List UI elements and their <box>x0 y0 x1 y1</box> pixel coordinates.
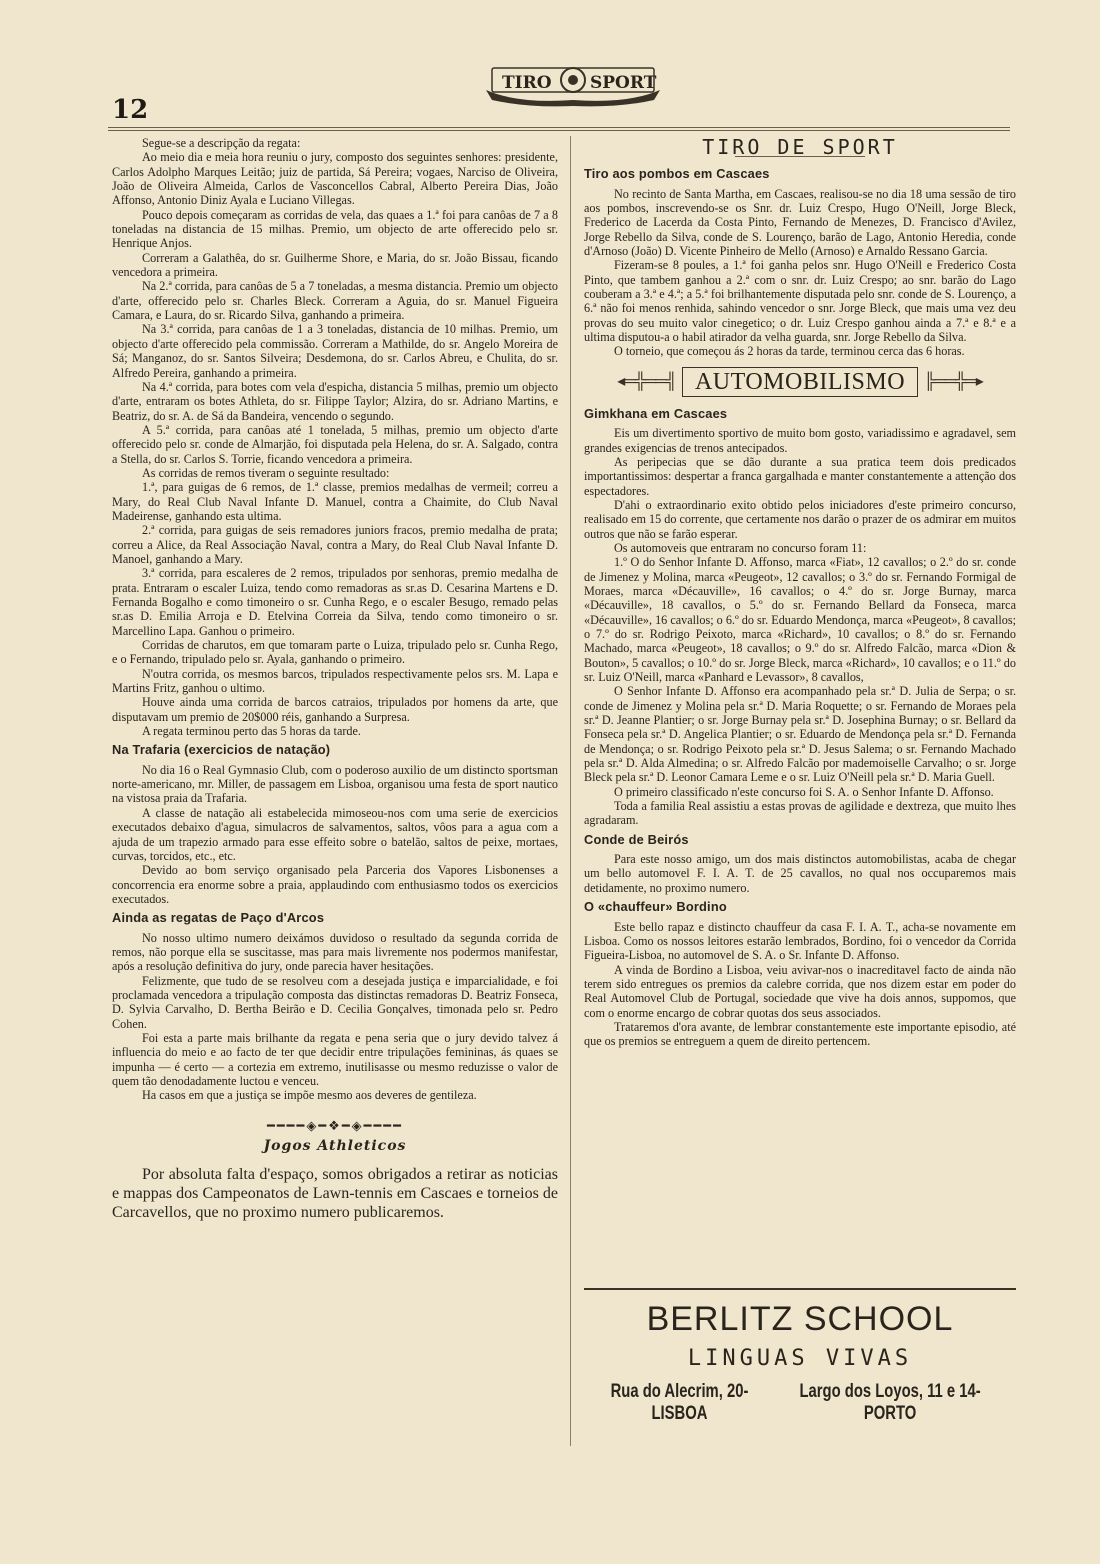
paragraph: No dia 16 o Real Gymnasio Club, com o poderoso auxilio de um distincto sportsman norte-americano, mr. Miller, de passagem em Lisboa, organisou uma festa de sport nautico na vistosa praia da Trafaria. <box>112 762 558 806</box>
paragraph: Correram a Galathêa, do sr. Guilherme Shore, e Maria, do sr. João Bissau, ficando vencedora a primeira. <box>112 250 558 280</box>
column-divider <box>570 136 571 1446</box>
ad-address-porto: Largo dos Loyos, 11 e 14-PORTO <box>799 1381 981 1424</box>
paragraph: Houve ainda uma corrida de barcos catraios, tripulados por homens da arte, que disputavam um premio de 20$000 réis, ganhando a Surpresa. <box>112 695 558 724</box>
paragraph: 1.ª, para guigas de 6 remos, de 1.ª classe, premios medalhas de vermeil; correu a Mary, do Real Club Naval Infante D. Manuel, contra a Chaimite, do Club Naval Madeirense, ganhando esta ultima. <box>112 480 558 523</box>
paragraph: Fizeram-se 8 poules, a 1.ª foi ganha pelos snr. Hugo O'Neill e Frederico Costa Pinto, que tambem ganhou a 2.ª com o snr. dr. Luiz Crespo; ao snr. barão do Lago couberam a 3.ª e 4.ª; a 5.ª foi brilhantemente disputada pelo snr. conde de S. Lourenço, a 6.ª não foi menos renhida, sahindo vencedor o snr. Jorge Bleck, que mais uma vez deu provas do seu muito valor cinegetico; o dr. Luiz Crespo ganhou ainda a 7.ª e 8.ª e a ultima disputou-a o habil atirador da velha guarda, snr. Jorge Rebello da Silva. <box>584 258 1016 345</box>
paragraph: A vinda de Bordino a Lisboa, veiu avivar-nos o inacreditavel facto de ainda não terem sido entregues os premios da calebre corrida, que nos dizem estar em poder do Real Automovel Club de Portugal, sociedade que vive ha dois annos, suppomos, que com o enorme encargo de cobrar quotas dos seus associados. <box>584 962 1016 1020</box>
ad-addresses <box>584 1381 1005 1425</box>
automobilismo-banner <box>584 367 1016 397</box>
paragraph: Para este nosso amigo, um dos mais distinctos automobilistas, acaba de chegar um bello automovel F. I. A. T. de 25 cavallos, no qual nos occuparemos mais detidamente, no proximo numero. <box>584 852 1016 895</box>
paragraph: Toda a familia Real assistiu a estas provas de agilidade e dextreza, que muito lhes agradaram. <box>584 799 1016 828</box>
svg-text:SPORT: SPORT <box>590 73 657 93</box>
paragraph: Trataremos d'ora avante, de lembrar constantemente este importante episodio, até que os premios se entreguem a quem de direito pertencem. <box>584 1019 1016 1049</box>
paragraph: Este bello rapaz e distincto chauffeur da casa F. I. A. T., acha-se novamente em Lisboa. Como os nossos leitores estarão lembrados, Bordino, foi o vencedor da Corrida Figueira-Lisboa, no automovel de S. A. o Sr. Infante D. Affonso. <box>584 919 1016 963</box>
paragraph: O torneio, que começou ás 2 horas da tarde, terminou cerca das 6 horas. <box>614 344 965 359</box>
ad-title: BERLITZ SCHOOL <box>646 1300 954 1338</box>
header-rule <box>108 127 1010 131</box>
paragraph: Felizmente, que tudo de se resolveu com a desejada justiça e imparcialidade, e foi proclamada vencedora a tripulação composta das distinctas remadoras D. Beatriz Fonseca, D. Sylvia Carvalho, D. Bertha Beirão e D. Cecilia Gonçalves, timonada pelo sr. Pedro Cohen. <box>112 973 558 1031</box>
trafaria-heading: Na Trafaria (exercicios de natação) <box>112 742 331 758</box>
masthead-logo <box>478 60 668 108</box>
paragraph: D'ahi o extraordinario exito obtido pelos iniciadores d'este primeiro concurso, realisado em 15 do corrente, que certamente nos darão o prazer de os admirar em muitos outros que não se farão esperar. <box>584 497 1016 541</box>
gimkhana-heading: Gimkhana em Cascaes <box>584 405 728 421</box>
paragraph: 3.ª corrida, para escaleres de 2 remos, tripulados por senhoras, premio medalha de prata. Entraram o escaler Luiza, tendo como remadoras as sr.as D. Cesarina Martens e D. Fernanda Bogalho e como timoneiro o sr. Cunha Rego, e o escaler Besugo, remado pelas sr.as D. Emilia Arroja e D. Etelvina Correia da Silva, tendo como timoneiro o sr. Marcellino Lapa. Ganhou o primeiro. <box>112 566 558 638</box>
paragraph: As peripecias que se dão durante a sua pratica teem dois predicados importantissimos: despertar a franca gargalhada e manter constantemente a attenção dos espectadores. <box>584 454 1016 498</box>
paragraph: Pouco depois começaram as corridas de vela, das quaes a 1.ª foi para canôas de 7 a 8 toneladas na distancia de 15 milhas. Premio, um objecto de arte offerecido pelo sr. Henrique Anjos. <box>112 207 558 251</box>
paragraph: As corridas de remos tiveram o seguinte resultado: <box>142 465 390 480</box>
paragraph: No nosso ultimo numero deixámos duvidoso o resultado da segunda corrida de remos, não porque ella se suscitasse, mas para mais livremente nos podermos manifestar, após a resolução definitiva do jury, onde parecia haver hesitações. <box>112 930 558 974</box>
ad-address-lisboa: Rua do Alecrim, 20-LISBOA <box>610 1381 749 1424</box>
berlitz-advertisement <box>584 1288 1016 1425</box>
paragraph: Ao meio dia e meia hora reuniu o jury, composto dos seguintes senhores: presidente, Carlos Adolpho Marques Leitão; juiz de partida, Sá Pereira; vogaes, Narciso de Oliveira, João de Oliveira Almeida, Carlos de Vasconcellos Cabral, Alberto Pereira Dias, João Affonso, Antonio Diniz Ayala e Luciano Villegas. <box>112 150 558 208</box>
paragraph: Foi esta a parte mais brilhante da regata e pena seria que o jury devido talvez á influencia do meio e ao facto de ter que decidir entre tripulações femininas, ás quaes se impunha — é certo — a cortezia em extremo, inutilisasse ou mesmo reduzisse o valor de quem tão denodadamente luctou e venceu. <box>112 1030 558 1088</box>
ad-rule <box>584 1288 1016 1290</box>
regata-intro: Segue-se a descripção da regata: <box>142 136 301 150</box>
ornament-divider-icon: ━━━━◈━❖━◈━━━━ <box>267 1117 403 1133</box>
paragraph: Na 2.ª corrida, para canôas de 5 a 7 toneladas, a mesma distancia. Premio um objecto d'arte, offerecido pelo sr. Charles Bleck. Correram a Aguia, do sr. Manuel Figueira Camara, e Laura, do sr. Ricardo Silva, ganhando a primeira. <box>112 279 558 323</box>
paragraph: Corridas de charutos, em que tomaram parte o Luiza, tripulado pelo sr. Cunha Rego, e o Fernando, tripulado pelo sr. Ayala, ganhando o primeiro. <box>112 638 558 667</box>
banner-ornament-right-icon: ╠══╬═▸ <box>924 372 983 390</box>
paragraph: N'outra corrida, os mesmos barcos, tripulados respectivamente pelos srs. M. Lapa e Martins Fritz, ganhou o ultimo. <box>112 666 558 696</box>
beiros-heading: Conde de Beirós <box>584 831 689 847</box>
page-number: 12 <box>112 95 149 125</box>
banner-ornament-left-icon: ◂═╬══╣ <box>617 372 676 390</box>
jogos-paragraph: Por absoluta falta d'espaço, somos obrigados a retirar as noticias e mappas dos Campeonatos de Lawn-tennis em Cascaes e torneios de Carcavellos, que no proximo numero publicaremos. <box>112 1166 558 1222</box>
jogos-heading: Jogos Athleticos <box>263 1138 407 1155</box>
paragraph: O Senhor Infante D. Affonso era acompanhado pela sr.ª D. Julia de Serpa; o sr. conde de Jimenez y Molina pela sr.ª D. Maria Roquette; o sr. Fernando de Moraes pela sr.ª D. Jeanne Plantier; o sr. Jorge Burnay pela sr.ª D. Josephina Burnay; o sr. Bellard da Fonseca pela sr.ª D. Angelica Plantier; o sr. Eduardo de Mendonça pela sr.ª D. Fernanda de Mendonça; o sr. Rodrigo Peixoto pela sr.ª D. Jesus Salema; o sr. Fernando Machado pela sr.ª D. Alda Almedina; o sr. Alfredo Falcão por mademoiselle Carvalho; o sr. Jorge Bleck pela sr.ª D. Leonor Camara Leme e o sr. Luiz O'Neill pela sr.ª D. Maria Guell. <box>584 684 1016 785</box>
paragraph: O primeiro classificado n'este concurso foi S. A. o Senhor Infante D. Affonso. <box>614 784 994 799</box>
paragraph: Ha casos em que a justiça se impõe mesmo aos deveres de gentileza. <box>142 1088 477 1103</box>
paragraph: 1.º O do Senhor Infante D. Affonso, marca «Fiat», 12 cavallos; o 2.º do sr. conde de Jimenez y Molina, marca «Peugeot», 12 cavallos; o 3.º do sr. Fernando Formigal de Moraes, marca «Décauville», 16 cavallos; o 4.º do sr. Jorge Burnay, marca «Décauville», 18 cavallos, o 5.º do sr. Fernando Bellard da Fonseca, marca «Décauville», 16 cavallos; o 6.º do sr. Eduardo Mendonça, marca «Peugeot», 8 cavallos; o 7.º do sr. Rodrigo Peixoto, marca «Richard», 10 cavallos; o 8.º do sr. Fernando Machado, marca «Peugeot», 18 cavallos; o 9.º do sr. Alfredo Falcão, marca «Dion & Bouton», 5 cavallos; o 10.º do sr. Jorge Bleck, marca «Richard», 10 cavallos; e o 11.º do sr. Luiz O'Neill, marca «Panhard e Levassor», 8 cavallos, <box>584 555 1016 684</box>
paragraph: Eis um divertimento sportivo de muito bom gosto, variadissimo e agradavel, sem grandes exigencias de trenos antecipados. <box>584 426 1016 455</box>
bordino-heading: O «chauffeur» Bordino <box>584 899 727 915</box>
paragraph: Devido ao bom serviço organisado pela Parceria dos Vapores Lisbonenses a concorrencia era enorme sobre a praia, applaudindo com enthusiasmo todos os exercicios executados. <box>112 863 558 906</box>
paragraph: A regata terminou perto das 5 horas da tarde. <box>142 724 361 739</box>
paragraph: Na 4.ª corrida, para botes com vela d'espicha, distancia 5 milhas, premio um objecto d'arte, entraram os botes Athleta, do sr. Filippe Taylor; Alzira, do sr. Adriano Martins, e Beatriz, do sr. A. de Sá da Bandeira, vencendo o segundo. <box>112 379 558 423</box>
pombos-heading: Tiro aos pombos em Cascaes <box>584 166 770 182</box>
svg-text:TIRO: TIRO <box>502 73 552 93</box>
paragraph: Na 3.ª corrida, para canôas de 1 a 3 toneladas, distancia de 10 milhas. Premio, um objecto d'arte offerecido pela commissão. Correram a Mathilde, do sr. Angelo Moreira de Sá; Manganoz, do sr. Santos Silveira; Desdemona, do sr. Carlos Abreu, e Chulita, do sr. Alfredo Pereira, ganhando a primeira. <box>112 322 558 380</box>
banner-title: AUTOMOBILISMO <box>682 367 918 397</box>
paragraph: 2.ª corrida, para guigas de seis remadores juniors fracos, premio medalha de prata; correu a Alice, da Real Associação Naval, contra a Mary, do Real Club Naval Infante D. Manoel, ganhando a Mary. <box>112 523 558 566</box>
paragraph: A 5.ª corrida, para canôas até 1 tonelada, 5 milhas, premio um objecto d'arte offerecido pelo sr. conde de Almarjão, foi disputada pela Helena, do sr. A. Salgado, contra a Stella, do sr. Carlos S. Torrie, ficando vencedora a primeira. <box>112 422 558 466</box>
paragraph: A classe de natação ali estabelecida mimoseou-nos com uma serie de exercicios executados debaixo d'agua, simulacros de salvamentos, saltos, vôos para a agua com a ajuda de um trapezio armado para esse effeito sobre o batelão, saltos de peixe, mortaes, curvas, torcidos, etc., etc. <box>112 805 558 863</box>
paragraph: Os automoveis que entraram no concurso foram 11: <box>614 540 867 555</box>
paco-heading: Ainda as regatas de Paço d'Arcos <box>112 910 325 926</box>
paragraph: No recinto de Santa Martha, em Cascaes, realisou-se no dia 18 uma sessão de tiro aos pombos, inscrevendo-se os Snr. dr. Luiz Crespo, Hugo O'Neill, Jorge Bleck, Frederico de Lacerda da Costa Pinto, Fernando de Menezes, D. Francisco d'Avilez, Jorge Rebello da Silva, conde de S. Lourenço, barão de Lago, Antonio Heredia, conde d'Arnoso (João) D. Vicente Pinheiro de Mello (Arnoso) e Arnaldo Ressano Garcia. <box>584 186 1016 259</box>
masthead-emblem-icon <box>478 60 668 108</box>
left-column <box>112 136 558 1222</box>
ad-subtitle: LINGUAS VIVAS <box>687 1346 913 1371</box>
section-title: TIRO DE SPORT <box>702 135 898 159</box>
right-column <box>584 136 1016 1049</box>
